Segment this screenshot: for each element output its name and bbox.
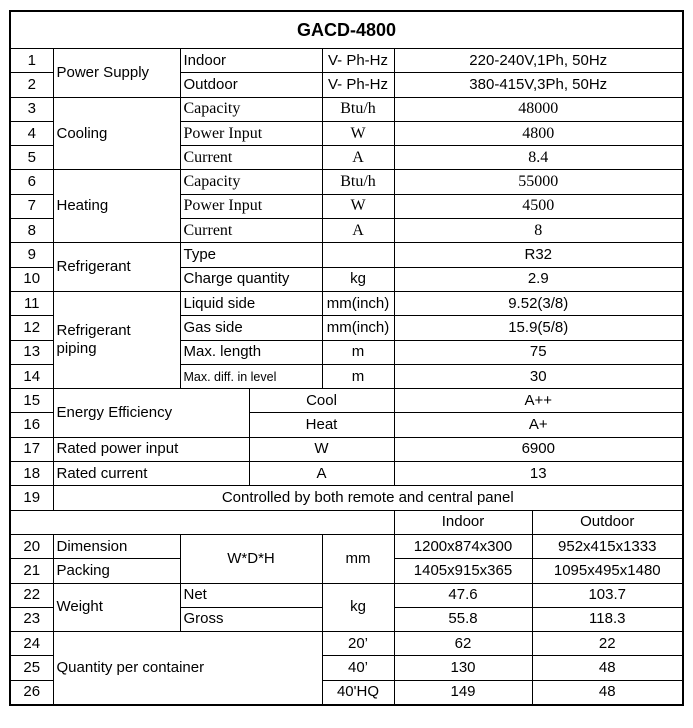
table-row xyxy=(10,583,683,607)
subheader-row xyxy=(10,510,683,534)
item-label: Power Input xyxy=(180,194,322,218)
table-row xyxy=(10,243,683,267)
unit-cell xyxy=(322,243,394,267)
row-number: 23 xyxy=(10,607,53,631)
group-label: Dimension xyxy=(53,534,180,558)
row-number: 24 xyxy=(10,632,53,656)
unit-cell: W xyxy=(322,121,394,145)
indoor-value: 55.8 xyxy=(394,607,532,631)
item-label: Charge quantity xyxy=(180,267,322,291)
item-label: Current xyxy=(180,219,322,243)
container-size: 40'HQ xyxy=(322,680,394,705)
outdoor-value: 1095x495x1480 xyxy=(532,559,683,583)
value-cell: 4500 xyxy=(394,194,683,218)
group-label: Weight xyxy=(53,583,180,632)
unit-cell: V- Ph-Hz xyxy=(322,49,394,73)
item-label: Capacity xyxy=(180,170,322,194)
outdoor-header: Outdoor xyxy=(532,510,683,534)
indoor-value: 47.6 xyxy=(394,583,532,607)
unit-cell: kg xyxy=(322,267,394,291)
value-cell: 9.52(3/8) xyxy=(394,291,683,315)
unit-cell: m xyxy=(322,340,394,364)
table-row xyxy=(10,291,683,315)
row-number: 8 xyxy=(10,219,53,243)
outdoor-value: 22 xyxy=(532,632,683,656)
note-cell: Controlled by both remote and central panel xyxy=(53,486,683,510)
table-row xyxy=(10,389,683,413)
blank-cell xyxy=(10,510,394,534)
row-number: 1 xyxy=(10,49,53,73)
unit-cell: A xyxy=(249,462,394,486)
outdoor-value: 103.7 xyxy=(532,583,683,607)
unit-cell: m xyxy=(322,364,394,388)
unit-cell: W xyxy=(322,194,394,218)
group-label: Refrigerant xyxy=(53,243,180,292)
item-label: Current xyxy=(180,146,322,170)
container-size: 40’ xyxy=(322,656,394,680)
row-number: 22 xyxy=(10,583,53,607)
value-cell: 6900 xyxy=(394,437,683,461)
item-label: Net xyxy=(180,583,322,607)
item-label: Gas side xyxy=(180,316,322,340)
value-cell: R32 xyxy=(394,243,683,267)
table-row xyxy=(10,534,683,558)
item-label: Max. diff. in level xyxy=(180,364,322,388)
table-title: GACD-4800 xyxy=(10,11,683,49)
spec-cell: W*D*H xyxy=(180,534,322,583)
indoor-value: 149 xyxy=(394,680,532,705)
row-number: 16 xyxy=(10,413,53,437)
table-row xyxy=(10,170,683,194)
row-number: 19 xyxy=(10,486,53,510)
table-row xyxy=(10,632,683,656)
value-cell: 48000 xyxy=(394,97,683,121)
group-label: Quantity per container xyxy=(53,632,322,705)
value-cell: 75 xyxy=(394,340,683,364)
spec-table xyxy=(9,10,684,706)
item-label: Power Input xyxy=(180,121,322,145)
unit-cell: mm(inch) xyxy=(322,291,394,315)
table-row xyxy=(10,49,683,73)
value-cell: 4800 xyxy=(394,121,683,145)
value-cell: 15.9(5/8) xyxy=(394,316,683,340)
group-label: Energy Efficiency xyxy=(53,389,249,438)
item-label: Max. length xyxy=(180,340,322,364)
indoor-value: 1200x874x300 xyxy=(394,534,532,558)
group-label: Cooling xyxy=(53,97,180,170)
group-label xyxy=(53,291,180,388)
row-number: 20 xyxy=(10,534,53,558)
value-cell: 2.9 xyxy=(394,267,683,291)
value-cell: 55000 xyxy=(394,170,683,194)
row-number: 10 xyxy=(10,267,53,291)
unit-cell: mm xyxy=(322,534,394,583)
mode-cell: Cool xyxy=(249,389,394,413)
unit-cell: A xyxy=(322,219,394,243)
row-number: 5 xyxy=(10,146,53,170)
unit-cell: W xyxy=(249,437,394,461)
item-label: Type xyxy=(180,243,322,267)
value-cell: A++ xyxy=(394,389,683,413)
item-label: Indoor xyxy=(180,49,322,73)
group-label: Heating xyxy=(53,170,180,243)
group-label-line: piping xyxy=(56,340,97,358)
group-label: Rated power input xyxy=(53,437,249,461)
row-number: 17 xyxy=(10,437,53,461)
row-number: 12 xyxy=(10,316,53,340)
item-label: Outdoor xyxy=(180,73,322,97)
row-number: 2 xyxy=(10,73,53,97)
row-number: 26 xyxy=(10,680,53,705)
row-number: 25 xyxy=(10,656,53,680)
row-number: 18 xyxy=(10,462,53,486)
table-row xyxy=(10,462,683,486)
unit-cell: V- Ph-Hz xyxy=(322,73,394,97)
unit-cell: Btu/h xyxy=(322,170,394,194)
row-number: 3 xyxy=(10,97,53,121)
table-row xyxy=(10,437,683,461)
item-label: Gross xyxy=(180,607,322,631)
group-label: Power Supply xyxy=(53,49,180,98)
value-cell: 220-240V,1Ph, 50Hz xyxy=(394,49,683,73)
unit-cell: mm(inch) xyxy=(322,316,394,340)
value-cell: 13 xyxy=(394,462,683,486)
value-cell: A+ xyxy=(394,413,683,437)
row-number: 15 xyxy=(10,389,53,413)
outdoor-value: 952x415x1333 xyxy=(532,534,683,558)
value-cell: 8.4 xyxy=(394,146,683,170)
indoor-header: Indoor xyxy=(394,510,532,534)
row-number: 9 xyxy=(10,243,53,267)
indoor-value: 1405x915x365 xyxy=(394,559,532,583)
mode-cell: Heat xyxy=(249,413,394,437)
table-row xyxy=(10,486,683,510)
value-cell: 380-415V,3Ph, 50Hz xyxy=(394,73,683,97)
row-number: 4 xyxy=(10,121,53,145)
outdoor-value: 48 xyxy=(532,680,683,705)
outdoor-value: 48 xyxy=(532,656,683,680)
value-cell: 8 xyxy=(394,219,683,243)
item-label: Capacity xyxy=(180,97,322,121)
indoor-value: 130 xyxy=(394,656,532,680)
outdoor-value: 118.3 xyxy=(532,607,683,631)
table-row xyxy=(10,97,683,121)
value-cell: 30 xyxy=(394,364,683,388)
unit-cell: kg xyxy=(322,583,394,632)
row-number: 21 xyxy=(10,559,53,583)
group-label: Rated current xyxy=(53,462,249,486)
row-number: 6 xyxy=(10,170,53,194)
group-label: Packing xyxy=(53,559,180,583)
unit-cell: Btu/h xyxy=(322,97,394,121)
row-number: 13 xyxy=(10,340,53,364)
row-number: 7 xyxy=(10,194,53,218)
group-label-line: Refrigerant xyxy=(56,322,131,340)
title-row xyxy=(10,11,683,49)
item-label: Liquid side xyxy=(180,291,322,315)
container-size: 20’ xyxy=(322,632,394,656)
row-number: 14 xyxy=(10,364,53,388)
row-number: 11 xyxy=(10,291,53,315)
unit-cell: A xyxy=(322,146,394,170)
indoor-value: 62 xyxy=(394,632,532,656)
